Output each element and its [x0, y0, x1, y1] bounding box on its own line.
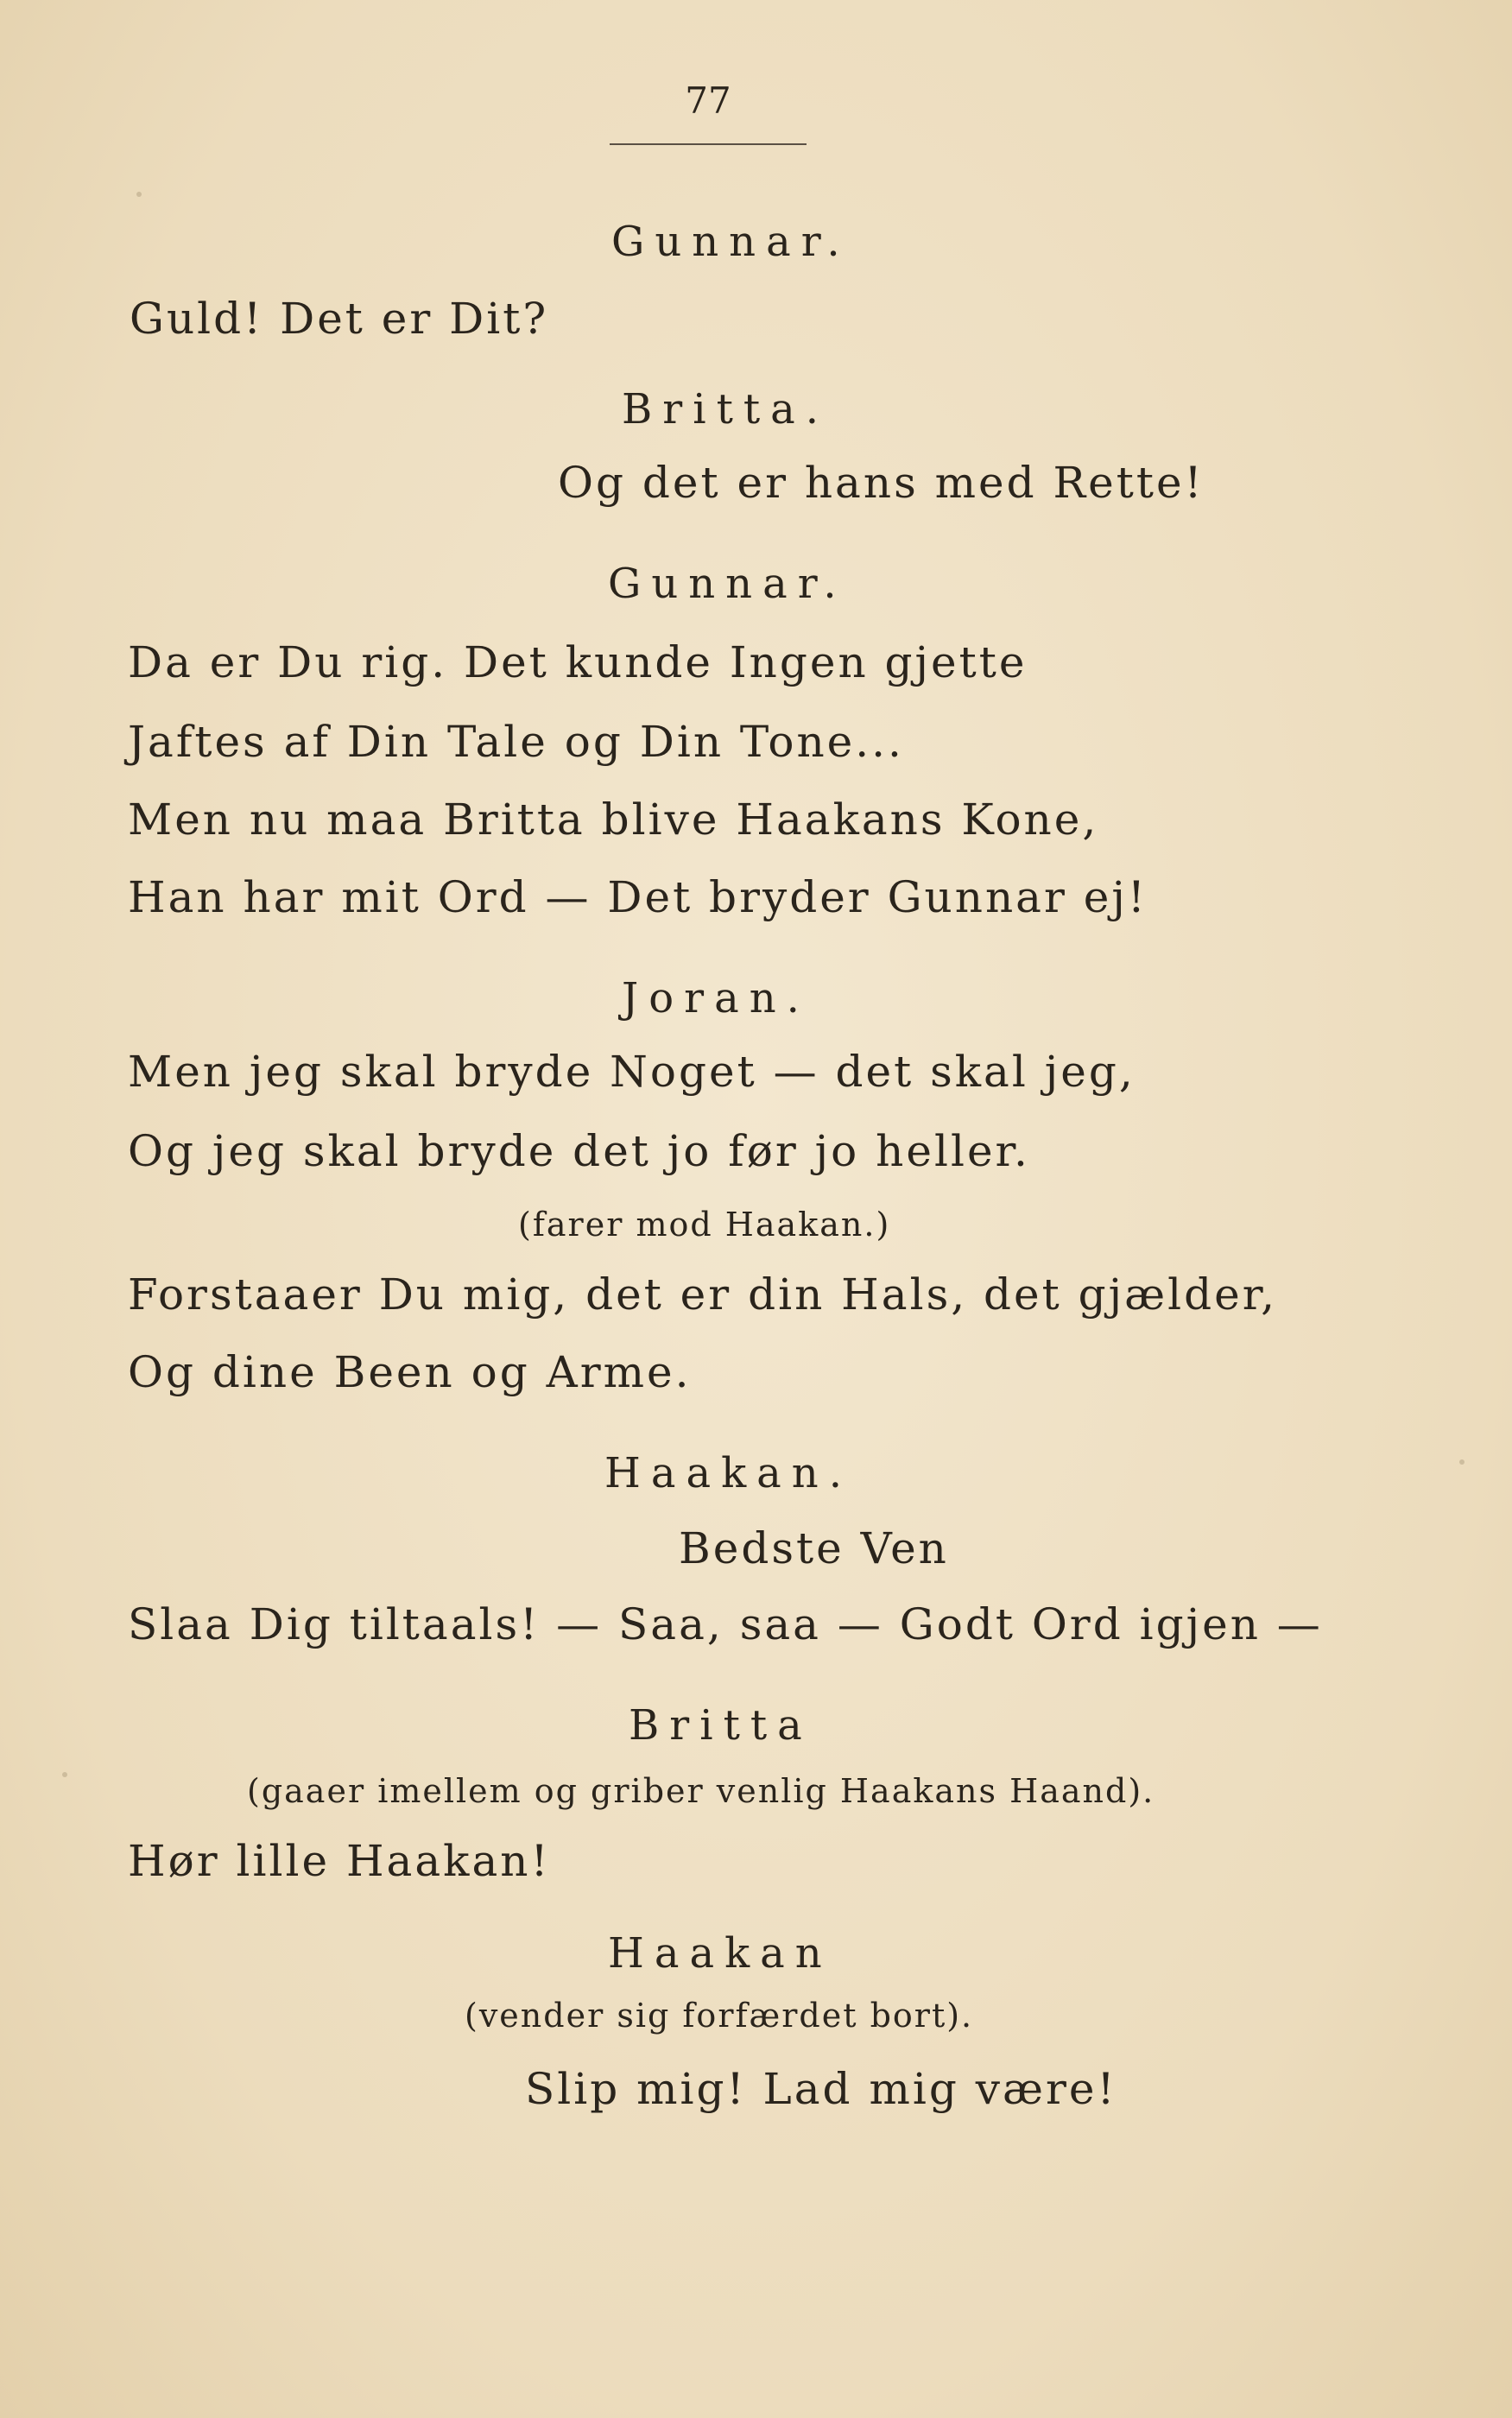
stage-direction: (gaaer imellem og griber venlig Haakans Haand).	[247, 1772, 1155, 1810]
verse-line: Og jeg skal bryde det jo før jo heller.	[128, 1126, 1030, 1176]
stage-direction: (farer mod Haakan.)	[518, 1206, 891, 1244]
paper-speck	[136, 192, 142, 197]
speaker-britta: Britta.	[622, 385, 830, 434]
speaker-britta: Britta	[629, 1701, 813, 1750]
paper-speck	[1459, 1459, 1465, 1465]
verse-line: Men jeg skal bryde Noget — det skal jeg,	[128, 1047, 1136, 1097]
verse-line: Men nu maa Britta blive Haakans Kone,	[128, 794, 1099, 845]
verse-line: Og dine Been og Arme.	[128, 1347, 692, 1397]
stage-direction: (vender sig forfærdet bort).	[465, 1997, 974, 2035]
verse-line: Guld! Det er Dit?	[130, 294, 549, 344]
header-rule	[610, 143, 807, 145]
speaker-gunnar: Gunnar.	[608, 560, 847, 608]
verse-line: Hør lille Haakan!	[128, 1836, 551, 1886]
speaker-joran: Joran.	[622, 974, 810, 1022]
verse-line: Og det er hans med Rette!	[558, 458, 1205, 508]
verse-line: Forstaaer Du mig, det er din Hals, det gjælder,	[128, 1269, 1277, 1320]
speaker-haakan: Haakan	[608, 1929, 832, 1978]
verse-line: Da er Du rig. Det kunde Ingen gjette	[128, 637, 1028, 687]
verse-line: Jaftes af Din Tale og Din Tone...	[128, 717, 904, 767]
page-number: 77	[685, 79, 731, 122]
verse-line: Slip mig! Lad mig være!	[525, 2064, 1117, 2114]
speaker-haakan: Haakan.	[604, 1449, 852, 1497]
verse-line: Slaa Dig tiltaals! — Saa, saa — Godt Ord igjen —	[128, 1599, 1323, 1649]
verse-line: Bedste Ven	[679, 1523, 949, 1573]
verse-line: Han har mit Ord — Det bryder Gunnar ej!	[128, 872, 1148, 922]
speaker-gunnar: Gunnar.	[611, 218, 851, 266]
paper-speck	[62, 1772, 67, 1777]
